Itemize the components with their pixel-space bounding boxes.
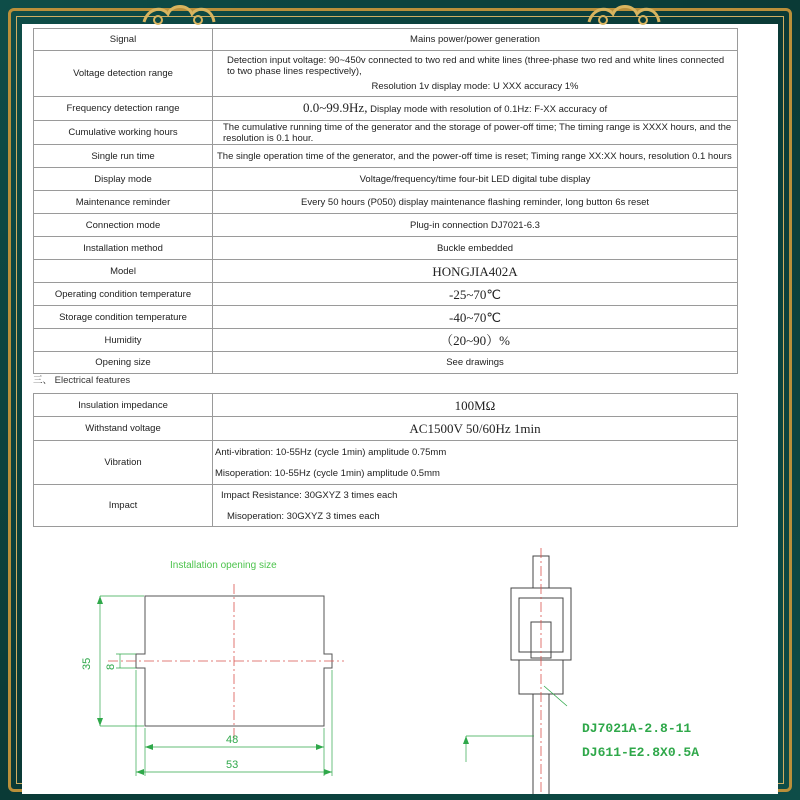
row-value: Plug-in connection DJ7021-6.3 <box>213 214 738 237</box>
table-row <box>34 97 738 121</box>
row-key: Storage condition temperature <box>34 306 213 329</box>
row-value <box>213 97 738 121</box>
row-key: Operating condition temperature <box>34 283 213 306</box>
row-value <box>213 51 738 97</box>
row-value <box>213 441 738 485</box>
drawings <box>22 544 778 794</box>
electrical-table <box>33 393 738 527</box>
spec-table <box>33 28 738 374</box>
row-key: Humidity <box>34 329 213 352</box>
table-row <box>34 306 738 329</box>
row-value: The single operation time of the generator, and the power-off time is reset; Timing range XX:XX hours, resolution 0.1 hours <box>213 145 738 168</box>
drawing-title: Installation opening size <box>170 560 277 571</box>
row-key: Opening size <box>34 352 213 374</box>
table-row <box>34 441 738 485</box>
row-key: Cumulative working hours <box>34 121 213 145</box>
row-key: Maintenance reminder <box>34 191 213 214</box>
table-row <box>34 214 738 237</box>
row-key: Voltage detection range <box>34 51 213 97</box>
row-value-line: Display mode with resolution of 0.1Hz: F-XX accuracy of <box>370 104 608 115</box>
row-value: -25~70℃ <box>213 283 738 306</box>
row-key: Connection mode <box>34 214 213 237</box>
row-value: Voltage/frequency/time four-bit LED digital tube display <box>213 168 738 191</box>
table-row <box>34 283 738 306</box>
section-title: 三、 Electrical features <box>33 375 131 386</box>
row-value-line: Anti-vibration: 10-55Hz (cycle 1min) amplitude 0.75mm <box>215 446 447 458</box>
row-value: -40~70℃ <box>213 306 738 329</box>
row-value-line: Detection input voltage: 90~450v connected to two red and white lines (three-phase two red and white lines connected to two phase lines respectively), <box>227 55 725 77</box>
table-row <box>34 51 738 97</box>
table-row <box>34 329 738 352</box>
connector-label-1: DJ7021A-2.8-11 <box>582 721 692 736</box>
row-value: 100MΩ <box>213 394 738 417</box>
row-key: Frequency detection range <box>34 97 213 121</box>
spec-sheet <box>22 24 778 794</box>
row-key: Display mode <box>34 168 213 191</box>
table-row <box>34 237 738 260</box>
row-key: Vibration <box>34 441 213 485</box>
opening-drawing <box>22 544 778 794</box>
row-value: The cumulative running time of the generator and the storage of power-off time; The timing range is XXXX hours, and the resolution is 0.1 hour. <box>213 121 738 145</box>
row-value: Mains power/power generation <box>213 29 738 51</box>
row-value <box>213 485 738 527</box>
row-key: Signal <box>34 29 213 51</box>
row-value-line: Misoperation: 10-55Hz (cycle 1min) amplitude 0.5mm <box>215 467 440 479</box>
row-value: HONGJIA402A <box>213 260 738 283</box>
table-row <box>34 394 738 417</box>
table-row <box>34 145 738 168</box>
row-value: （20~90）% <box>213 329 738 352</box>
dim-width-outer: 53 <box>226 759 239 771</box>
table-row <box>34 260 738 283</box>
table-row <box>34 121 738 145</box>
row-value: AC1500V 50/60Hz 1min <box>213 417 738 441</box>
table-row <box>34 417 738 441</box>
row-key: Single run time <box>34 145 213 168</box>
dim-height-inner: 8 <box>105 663 117 670</box>
row-value: Every 50 hours (P050) display maintenance flashing reminder, long button 6s reset <box>213 191 738 214</box>
row-key: Installation method <box>34 237 213 260</box>
connector-label-2: DJ611-E2.8X0.5A <box>582 745 700 760</box>
row-key: Insulation impedance <box>34 394 213 417</box>
dim-height-outer: 35 <box>81 657 93 670</box>
cloud-ornament-icon <box>585 0 663 30</box>
cloud-ornament-icon <box>140 0 218 30</box>
row-value-line: Misoperation: 30GXYZ 3 times each <box>227 510 380 522</box>
row-key: Model <box>34 260 213 283</box>
row-value-line: Resolution 1v display mode: U XXX accuracy 1% <box>371 81 579 92</box>
row-key: Impact <box>34 485 213 527</box>
row-value: See drawings <box>213 352 738 374</box>
row-value: Buckle embedded <box>213 237 738 260</box>
table-row <box>34 29 738 51</box>
row-value-line: Impact Resistance: 30GXYZ 3 times each <box>221 489 398 501</box>
row-key: Withstand voltage <box>34 417 213 441</box>
table-row <box>34 168 738 191</box>
dim-width-inner: 48 <box>226 734 239 746</box>
table-row <box>34 352 738 374</box>
table-row <box>34 191 738 214</box>
table-row <box>34 485 738 527</box>
row-value-serif: 0.0~99.9Hz, <box>303 100 368 115</box>
